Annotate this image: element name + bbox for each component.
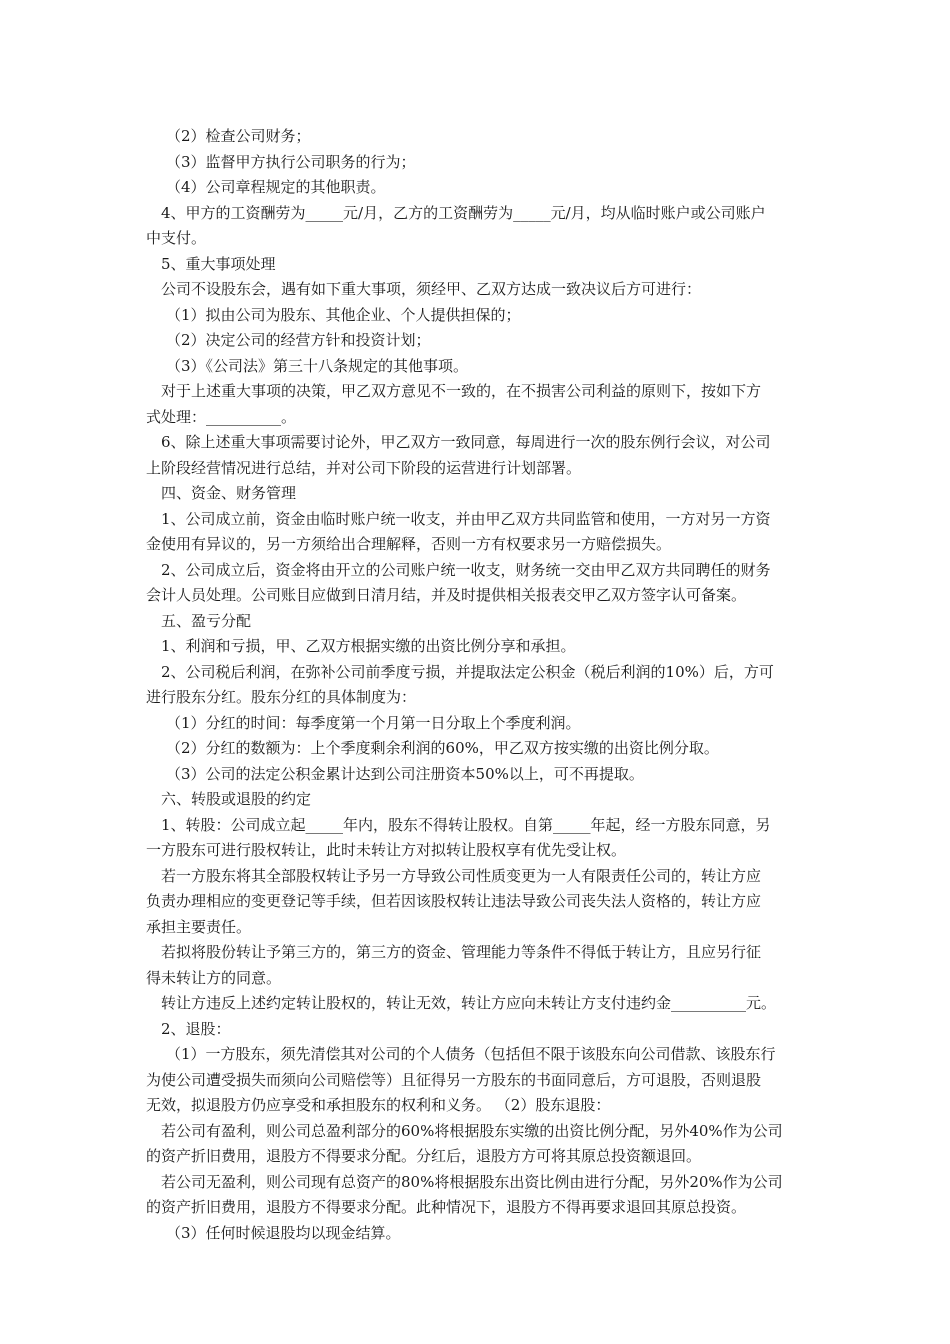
text-line: 式处理：__________。 <box>146 407 297 426</box>
text-line: 四、资金、财务管理 <box>161 484 297 502</box>
text-line: 上阶段经营情况进行总结，并对公司下阶段的运营进行计划部署。 <box>146 458 582 477</box>
text-line: 公司不设股东会，遇有如下重大事项，须经甲、乙双方达成一致决议后方可进行： <box>161 280 702 298</box>
text-line: 会计人员处理。公司账目应做到日清月结，并及时提供相关报表交甲乙双方签字认可备案。 <box>146 586 747 604</box>
text-line: 五、盈亏分配 <box>161 611 252 630</box>
text-line: 1、转股：公司成立起_____年内，股东不得转让股权。自第_____年起，经一方股东同意，另 <box>161 815 771 834</box>
text-line: 中支付。 <box>146 229 207 247</box>
text-line: 4、甲方的工资酬劳为_____元/月，乙方的工资酬劳为_____元/月，均从临时账户或公司账户 <box>161 203 766 222</box>
text-line: 的资产折旧费用，退股方不得要求分配。此种情况下，退股方不得再要求退回其原总投资。 <box>146 1198 747 1216</box>
text-line: （1）分红的时间：每季度第一个月第一日分取上个季度利润。 <box>166 713 581 732</box>
text-line: 若公司有盈利，则公司总盈利部分的60%将根据股东实缴的出资比例分配，另外40%作为公司 <box>161 1121 783 1140</box>
text-line: （4）公司章程规定的其他职责。 <box>166 178 386 196</box>
text-line: 6、除上述重大事项需要讨论外，甲乙双方一致同意，每周进行一次的股东例行会议，对公司 <box>161 433 771 451</box>
text-line: 2、公司税后利润，在弥补公司前季度亏损，并提取法定公积金（税后利润的10%）后，方可 <box>161 662 774 681</box>
text-line: 承担主要责任。 <box>146 917 252 936</box>
text-line: 无效，拟退股方仍应享受和承担股东的权利和义务。 （2）股东退股： <box>146 1096 611 1114</box>
text-line: （3）《公司法》第三十八条规定的其他事项。 <box>166 356 469 375</box>
text-line: （2）决定公司的经营方针和投资计划； <box>166 331 431 349</box>
text-line: （3）任何时候退股均以现金结算。 <box>166 1223 401 1242</box>
text-line: （3）公司的法定公积金累计达到公司注册资本50%以上，可不再提取。 <box>166 764 644 783</box>
text-line: （2）检查公司财务； <box>166 127 311 145</box>
text-line: 负责办理相应的变更登记等手续，但若因该股权转让违法导致公司丧失法人资格的，转让方应 <box>146 892 762 910</box>
text-line: （1）拟由公司为股东、其他企业、个人提供担保的； <box>166 305 521 324</box>
text-line: 对于上述重大事项的决策，甲乙双方意见不一致的，在不损害公司利益的原则下，按如下方 <box>161 382 762 400</box>
text-line: （2）分红的数额为：上个季度剩余利润的60%，甲乙双方按实缴的出资比例分取。 <box>166 739 719 757</box>
document-page <box>146 124 809 1246</box>
text-line: 的资产折旧费用，退股方不得要求分配。分红后，退股方方可将其原总投资额退回。 <box>146 1147 702 1165</box>
text-line: （1）一方股东，须先清偿其对公司的个人债务（包括但不限于该股东向公司借款、该股东行 <box>166 1045 776 1063</box>
text-line: 若公司无盈利，则公司现有总资产的80%将根据股东出资比例由进行分配，另外20%作为公司 <box>161 1172 783 1191</box>
text-line: 2、公司成立后，资金将由开立的公司账户统一收支，财务统一交由甲乙双方共同聘任的财务 <box>161 560 771 579</box>
text-line: 得未转让方的同意。 <box>146 968 282 987</box>
text-line: 5、重大事项处理 <box>161 254 276 273</box>
text-line: 2、退股： <box>161 1019 231 1038</box>
text-line: 一方股东可进行股权转让，此时未转让方对拟转让股权享有优先受让权。 <box>146 841 627 859</box>
text-line: 转让方违反上述约定转让股权的，转让无效，转让方应向未转让方支付违约金__________元。 <box>161 994 777 1012</box>
text-line: 金使用有异议的，另一方须给出合理解释，否则一方有权要求另一方赔偿损失。 <box>146 535 672 553</box>
text-line: 若一方股东将其全部股权转让予另一方导致公司性质变更为一人有限责任公司的，转让方应 <box>161 866 762 885</box>
text-line: （3）监督甲方执行公司职务的行为； <box>166 152 416 171</box>
text-line: 六、转股或退股的约定 <box>161 790 312 808</box>
text-line: 1、利润和亏损，甲、乙双方根据实缴的出资比例分享和承担。 <box>161 637 576 655</box>
text-line: 进行股东分红。股东分红的具体制度为： <box>146 688 417 706</box>
text-line: 为使公司遭受损失而须向公司赔偿等）且征得另一方股东的书面同意后，方可退股，否则退股 <box>146 1070 762 1089</box>
text-line: 1、公司成立前，资金由临时账户统一收支，并由甲乙双方共同监管和使用，一方对另一方资 <box>161 509 771 528</box>
text-line: 若拟将股份转让予第三方的，第三方的资金、管理能力等条件不得低于转让方，且应另行征 <box>161 943 762 961</box>
